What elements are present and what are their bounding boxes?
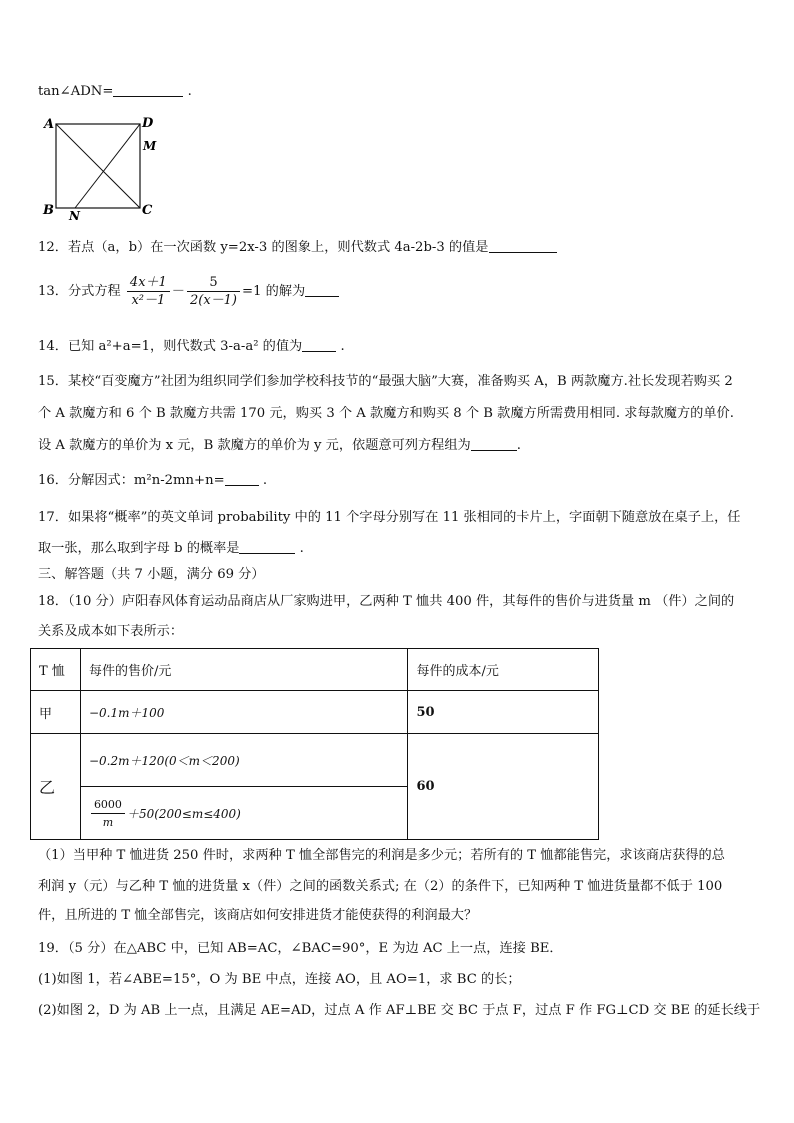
fraction-denominator: m [102,815,114,829]
question-19-line-2: (1)如图 1，若∠ABE=15°，O 为 BE 中点，连接 AO，且 AO=1，求 BC 的长； [38,972,521,987]
fraction-numerator: 6000 [91,796,125,814]
price-piece-1: −0.2m＋120(0＜m＜200) [81,734,408,787]
price-piece-2-rest: ＋50(200≤m≤400) [126,806,241,821]
q17-line2-text: 取一张，那么取到字母 b 的概率是 [38,541,240,556]
question-18-part-3: 件，且所进的 T 恤全部售完，该商店如何安排进货才能使获得的利润最大？ [38,908,478,923]
q14-end: . [340,339,345,354]
question-17-line-1: 17．如果将“概率”的英文单词 probability 中的 11 个字母分别写在 11 张相同的卡片上，字面朝下随意放在桌子上，任 [38,510,741,525]
question-18-line-2: 关系及成本如下表所示： [38,624,184,639]
table-row [31,734,599,840]
q12-text: 12．若点（a，b）在一次函数 y=2x-3 的图象上，则代数式 4a-2b-3 的值是 [38,240,489,255]
fraction-6000-m [91,796,125,831]
answer-blank [305,282,339,297]
q14-text: 14．已知 a²+a=1，则代数式 3-a-a² 的值为 [38,339,303,354]
section-title: 三、解答题（共 7 小题，满分 69 分） [38,567,265,582]
question-15-line-2: 个 A 款魔方和 6 个 B 款魔方共需 170 元，购买 3 个 A 款魔方和购买 8 个 B 款魔方所需费用相同. 求每款魔方的单价. [38,406,734,421]
q15-end: . [516,438,521,453]
table-cell: 60 [408,734,599,840]
table-header-row [31,649,599,691]
price-cost-table [30,648,599,840]
q15-line3-text: 设 A 款魔方的单价为 x 元，B 款魔方的单价为 y 元，依题意可列方程组为 [38,438,471,453]
answer-blank [302,337,336,352]
fraction-2 [187,274,240,309]
segment-dn [75,124,140,208]
q11-text: tan∠ADN= [38,84,114,99]
fraction-2-denominator: 2(x－1) [189,293,238,308]
question-18-part-2: 利润 y（元）与乙种 T 恤的进货量 x（件）之间的函数关系式; 在（2）的条件下，已知两种 T 恤进货量都不低于 100 [38,879,723,894]
table-cell: 甲 [31,691,81,734]
table-cell: 乙 [31,734,81,840]
label-a: A [44,117,55,132]
table-header: 每件的售价/元 [80,649,408,691]
question-15-line-3 [38,436,764,456]
table-cell: −0.1m＋100 [80,691,408,734]
question-19-line-3: (2)如图 2，D 为 AB 上一点，且满足 AE=AD，过点 A 作 AF⊥BE 交 BC 于点 F，过点 F 作 FG⊥CD 交 BE 的延长线于 [38,1003,761,1018]
q13-suffix: =1 的解为 [242,284,306,299]
question-18-part-1: （1）当甲种 T 恤进货 250 件时，求两种 T 恤全部售完的利润是多少元；若所有的 T 恤都能售完，求该商店获得的总 [38,848,725,863]
question-19-line-1: 19．（5 分）在△ABC 中，已知 AB=AC，∠BAC=90°，E 为边 AC 上一点，连接 BE． [38,941,563,956]
answer-blank [225,471,259,486]
question-17-line-2 [38,539,764,559]
q17-end: . [299,541,304,556]
question-18-line-1: 18．（10 分）庐阳春风体育运动品商店从厂家购进甲，乙两种 T 恤共 400 件，其每件的售价与进货量 m （件）之间的 [38,594,735,609]
label-n: N [69,209,80,223]
question-14 [38,337,764,357]
minus-sign: － [171,284,185,299]
fraction-2-numerator: 5 [187,274,240,292]
q13-prefix: 13．分式方程 [38,284,121,299]
q16-end: . [262,473,268,488]
question-12 [38,238,764,258]
answer-blank [471,436,517,451]
answer-blank [239,539,295,554]
question-15-line-1: 15．某校“百变魔方”社团为组织同学们参加学校科技节的“最强大脑”大赛，准备购买 A，B 两款魔方.社长发现若购买 2 [38,374,733,389]
label-m: M [143,139,157,153]
question-13 [38,272,764,312]
label-b: B [43,203,54,218]
fraction-1-denominator: x²－1 [131,293,166,308]
answer-blank [113,82,183,97]
table-header: 每件的成本/元 [408,649,599,691]
answer-blank [489,238,557,253]
fraction-1-numerator: 4x＋1 [127,274,170,292]
table-header: T 恤 [31,649,81,691]
label-c: C [142,203,153,218]
table-row [31,691,599,734]
fraction-1 [127,274,170,309]
q16-text: 16．分解因式：m²n-2mn+n= [38,473,225,488]
question-16 [38,471,764,491]
q11-tail [38,82,764,102]
price-piece-2 [89,787,400,839]
label-d: D [142,116,154,131]
diagonal-ac [56,124,140,208]
table-cell-split [80,734,408,840]
square-figure [36,112,166,224]
q11-end: . [187,84,192,99]
table-cell: 50 [408,691,599,734]
